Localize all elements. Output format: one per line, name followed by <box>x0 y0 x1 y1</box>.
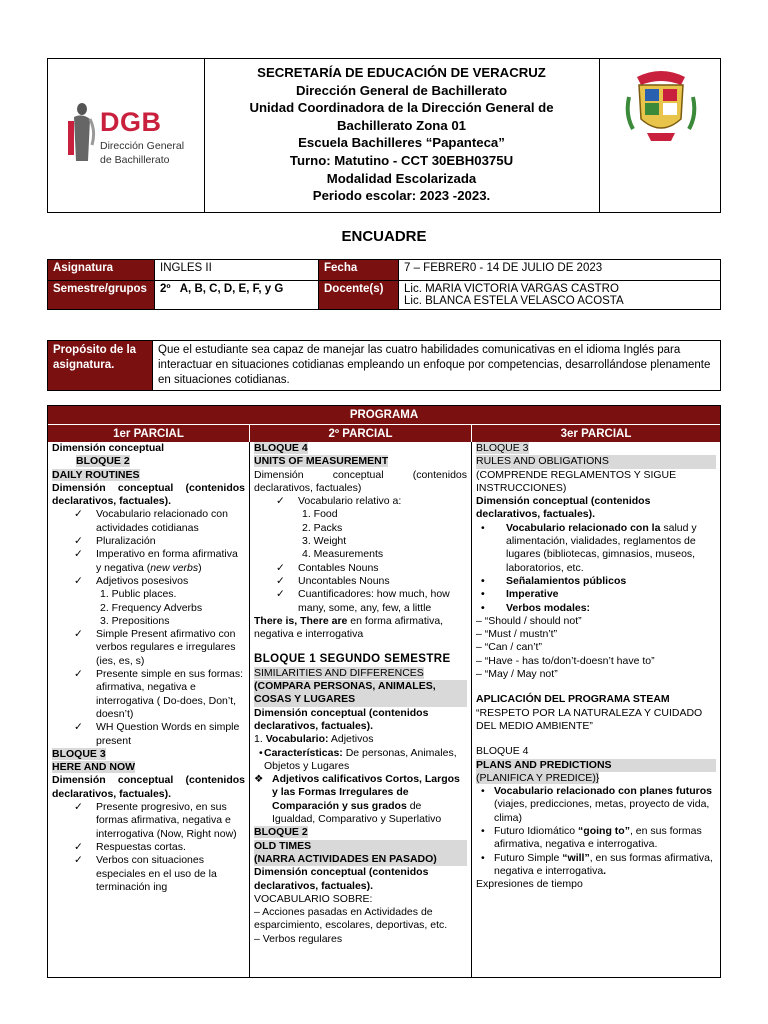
text-line: – “May / May not” <box>476 668 558 681</box>
list-item: 1. Food <box>302 508 338 521</box>
header-line: Unidad Coordinadora de la Dirección General de <box>249 100 554 116</box>
list-item: ✓ Adjetivos posesivos <box>52 575 245 588</box>
header-line: Dirección General de Bachillerato <box>295 82 508 98</box>
info-table <box>47 259 721 310</box>
list-item: • Futuro Idiomático “going to”, en sus formas afirmativa, negativa e interrogativa. <box>476 825 716 852</box>
header-line: Turno: Matutino - CCT 30EBH0375U <box>289 152 514 168</box>
parcial-2-header: 2º PARCIAL <box>250 424 472 442</box>
list-item: ✓ Vocabulario relacionado con actividades cotidianas <box>52 508 245 535</box>
bloque-title: RULES AND OBLIGATIONS <box>476 455 716 468</box>
header-line: Periodo escolar: 2023 -2023. <box>312 188 491 204</box>
parcial-3-header: 3er PARCIAL <box>472 424 720 442</box>
list-item: ✓ Verbos con situaciones especiales en el uso de la terminación ing <box>52 854 245 894</box>
text-line: Dimensión conceptual (contenidos declarativos, factuales). <box>52 481 245 508</box>
text-line: Dimensión conceptual (contenidos declarativos, factuales). <box>52 774 245 800</box>
list-item: ✓ Presente progresivo, en sus formas afirmativa, negativa e interrogativa (Now, Right now) <box>52 801 245 841</box>
list-item: 1. Public places. <box>100 588 177 601</box>
list-item: 2. Packs <box>302 521 343 534</box>
asignatura-value: INGLES II <box>155 260 319 281</box>
bloque-label: BLOQUE 3 <box>52 747 106 760</box>
bloque-title: PLANS AND PREDICTIONS <box>476 759 716 772</box>
bloque-title: DAILY ROUTINES <box>52 468 140 481</box>
bloque-subtitle: (PLANIFICA Y PREDICE)} <box>476 771 600 784</box>
dgb-brand: DGB <box>100 107 162 137</box>
list-item: ✓ WH Question Words en simple present <box>52 721 245 748</box>
text-line: Dimensión conceptual (contenidos declarativos, factuales) <box>254 468 467 494</box>
header-line: Modalidad Escolarizada <box>326 170 477 186</box>
bloque-title: UNITS OF MEASUREMENT <box>254 455 389 468</box>
list-item: ❖ Adjetivos calificativos Cortos, Largos y las Formas Irregulares de Comparación y sus grados de Igualdad, Comparativo y Superlativo <box>254 773 467 826</box>
dgb-logo-cell <box>48 59 205 212</box>
list-item: ✓ Imperativo en forma afirmativa y negativa (new verbs) <box>52 548 245 575</box>
proposito-label: Propósito de la asignatura. <box>48 341 153 391</box>
parcial-1-content <box>48 442 250 977</box>
asignatura-label: Asignatura <box>48 260 155 281</box>
list-item: ✓ Simple Present afirmativo con verbos regulares e irregulares (ies, es, s) <box>52 628 245 668</box>
bloque-title: SIMILARITIES AND DIFFERENCES <box>254 666 424 679</box>
docente-label: Docente(s) <box>319 281 399 310</box>
bloque-title: OLD TIMES <box>254 840 467 853</box>
header-line: Escuela Bachilleres “Papanteca” <box>298 135 505 151</box>
header-institution <box>204 59 600 212</box>
school-crest-icon <box>623 67 699 145</box>
list-item: ✓ Uncontables Nouns <box>254 575 467 588</box>
parcial-1-header: 1er PARCIAL <box>48 424 250 442</box>
steam-title: APLICACIÓN DEL PROGRAMA STEAM <box>476 693 670 706</box>
programa-table <box>47 405 721 978</box>
steam-text: “RESPETO POR LA NATURALEZA Y CUIDADO DEL MEDIO AMBIENTE” <box>476 706 703 732</box>
text-line: – Acciones pasadas en Actividades de esparcimiento, escolares, deportivas, etc. <box>254 906 448 932</box>
bloque-label: BLOQUE 1 SEGUNDO SEMESTRE <box>254 653 451 666</box>
list-item: ✓ Respuestas cortas. <box>52 841 245 854</box>
docente-1: Lic. MARIA VICTORIA VARGAS CASTRO <box>404 283 619 295</box>
list-item: 2. Frequency Adverbs <box>100 601 203 614</box>
list-item: ✓ Contables Nouns <box>254 562 467 575</box>
text-line: – Verbos regulares <box>254 932 343 945</box>
page-title: ENCUADRE <box>341 228 427 245</box>
text-line: 1. Vocabulario: Adjetivos <box>254 733 374 746</box>
list-item: • Verbos modales: <box>476 602 716 615</box>
bloque-label: BLOQUE 4 <box>476 745 529 758</box>
semestre-value: 2º A, B, C, D, E, F, y G <box>155 281 319 310</box>
proposito-table <box>47 340 721 391</box>
text-line: Expresiones de tiempo <box>476 878 583 891</box>
bloque-subtitle: (NARRA ACTIVIDADES EN PASADO) <box>254 853 467 866</box>
bloque-title: HERE AND NOW <box>52 761 136 774</box>
parcial-3-content <box>472 442 720 977</box>
list-item: 3. Prepositions <box>100 614 170 627</box>
proposito-text: Que el estudiante sea capaz de manejar las cuatro habilidades comunicativas en el idioma Inglés para interactuar en situaciones cotidianas empleando un enfoque por competencias, desarrollándose plenamente en situaciones cotidianas. <box>153 341 721 391</box>
school-crest-cell <box>601 59 720 212</box>
bloque-label: BLOQUE 2 <box>254 826 308 839</box>
list-item: 3. Weight <box>302 535 347 548</box>
list-item: ✓ Cuantificadores: how much, how many, some, any, few, a little <box>254 588 467 615</box>
bloque-subtitle: (COMPARA PERSONAS, ANIMALES, COSAS Y LUGARES <box>254 680 467 707</box>
bloque-label: BLOQUE 4 <box>254 442 308 454</box>
list-item: • Vocabulario relacionado con planes futuros (viajes, predicciones, metas, proyecto de vida, clima) <box>476 785 716 825</box>
list-item: • Señalamientos públicos <box>476 575 716 588</box>
docente-2: Lic. BLANCA ESTELA VELASCO ACOSTA <box>404 295 624 307</box>
bloque-subtitle: (COMPRENDE REGLAMENTOS Y SIGUE INSTRUCCIONES) <box>476 468 677 494</box>
bloque-label: BLOQUE 2 <box>76 455 130 468</box>
list-item: • Características: De personas, Animales, Objetos y Lugares <box>254 747 467 774</box>
header-line: SECRETARÍA DE EDUCACIÓN DE VERACRUZ <box>257 65 546 80</box>
text-line: – “Should / should not” <box>476 614 582 627</box>
list-item: ✓ Pluralización <box>52 535 245 548</box>
docente-value <box>399 281 721 310</box>
text-line: VOCABULARIO SOBRE: <box>254 892 373 905</box>
list-item: • Vocabulario relacionado con la salud y alimentación, vialidades, reglamentos de lugares (bibliotecas, gimnasios, museos, laboratorios, etc. <box>476 522 716 575</box>
text-line: Dimensión conceptual (contenidos declarativos, factuales). <box>254 866 429 892</box>
semestre-label: Semestre/grupos <box>48 281 155 310</box>
header-table <box>47 58 721 213</box>
text-line: – “Have - has to/don’t-doesn’t have to” <box>476 654 655 667</box>
bloque-label: BLOQUE 3 <box>476 442 529 454</box>
list-item: • Imperative <box>476 588 716 601</box>
list-item: ✓ Vocabulario relativo a: <box>254 495 467 508</box>
list-item: • Futuro Simple “will”, en sus formas afirmativa, negativa e interrogativa. <box>476 852 716 879</box>
list-item: ✓ Presente simple en sus formas: afirmativa, negativa e interrogativa ( Do-does, Don’t, doesn’t) <box>52 668 245 721</box>
text-line: – “Must / mustn’t” <box>476 628 558 641</box>
text-line: Dimensión conceptual (contenidos declarativos, factuales). <box>254 706 429 732</box>
parcial-2-content <box>250 442 472 977</box>
text-line: There is, There are en forma afirmativa, negativa e interrogativa <box>254 614 444 641</box>
dgb-figure-icon <box>62 101 98 171</box>
text-line: – “Can / can’t” <box>476 641 542 654</box>
list-item: 4. Measurements <box>302 548 384 561</box>
fecha-value: 7 – FEBRER0 - 14 DE JULIO DE 2023 <box>399 260 721 281</box>
text-line: Dimensión conceptual <box>52 442 165 454</box>
text-line: Dimensión conceptual (contenidos declarativos, factuales). <box>476 495 651 521</box>
header-line: Bachillerato Zona 01 <box>337 117 466 133</box>
programa-title: PROGRAMA <box>48 406 720 424</box>
fecha-label: Fecha <box>319 260 399 281</box>
dgb-subtitle: Dirección General de Bachillerato <box>100 140 185 166</box>
